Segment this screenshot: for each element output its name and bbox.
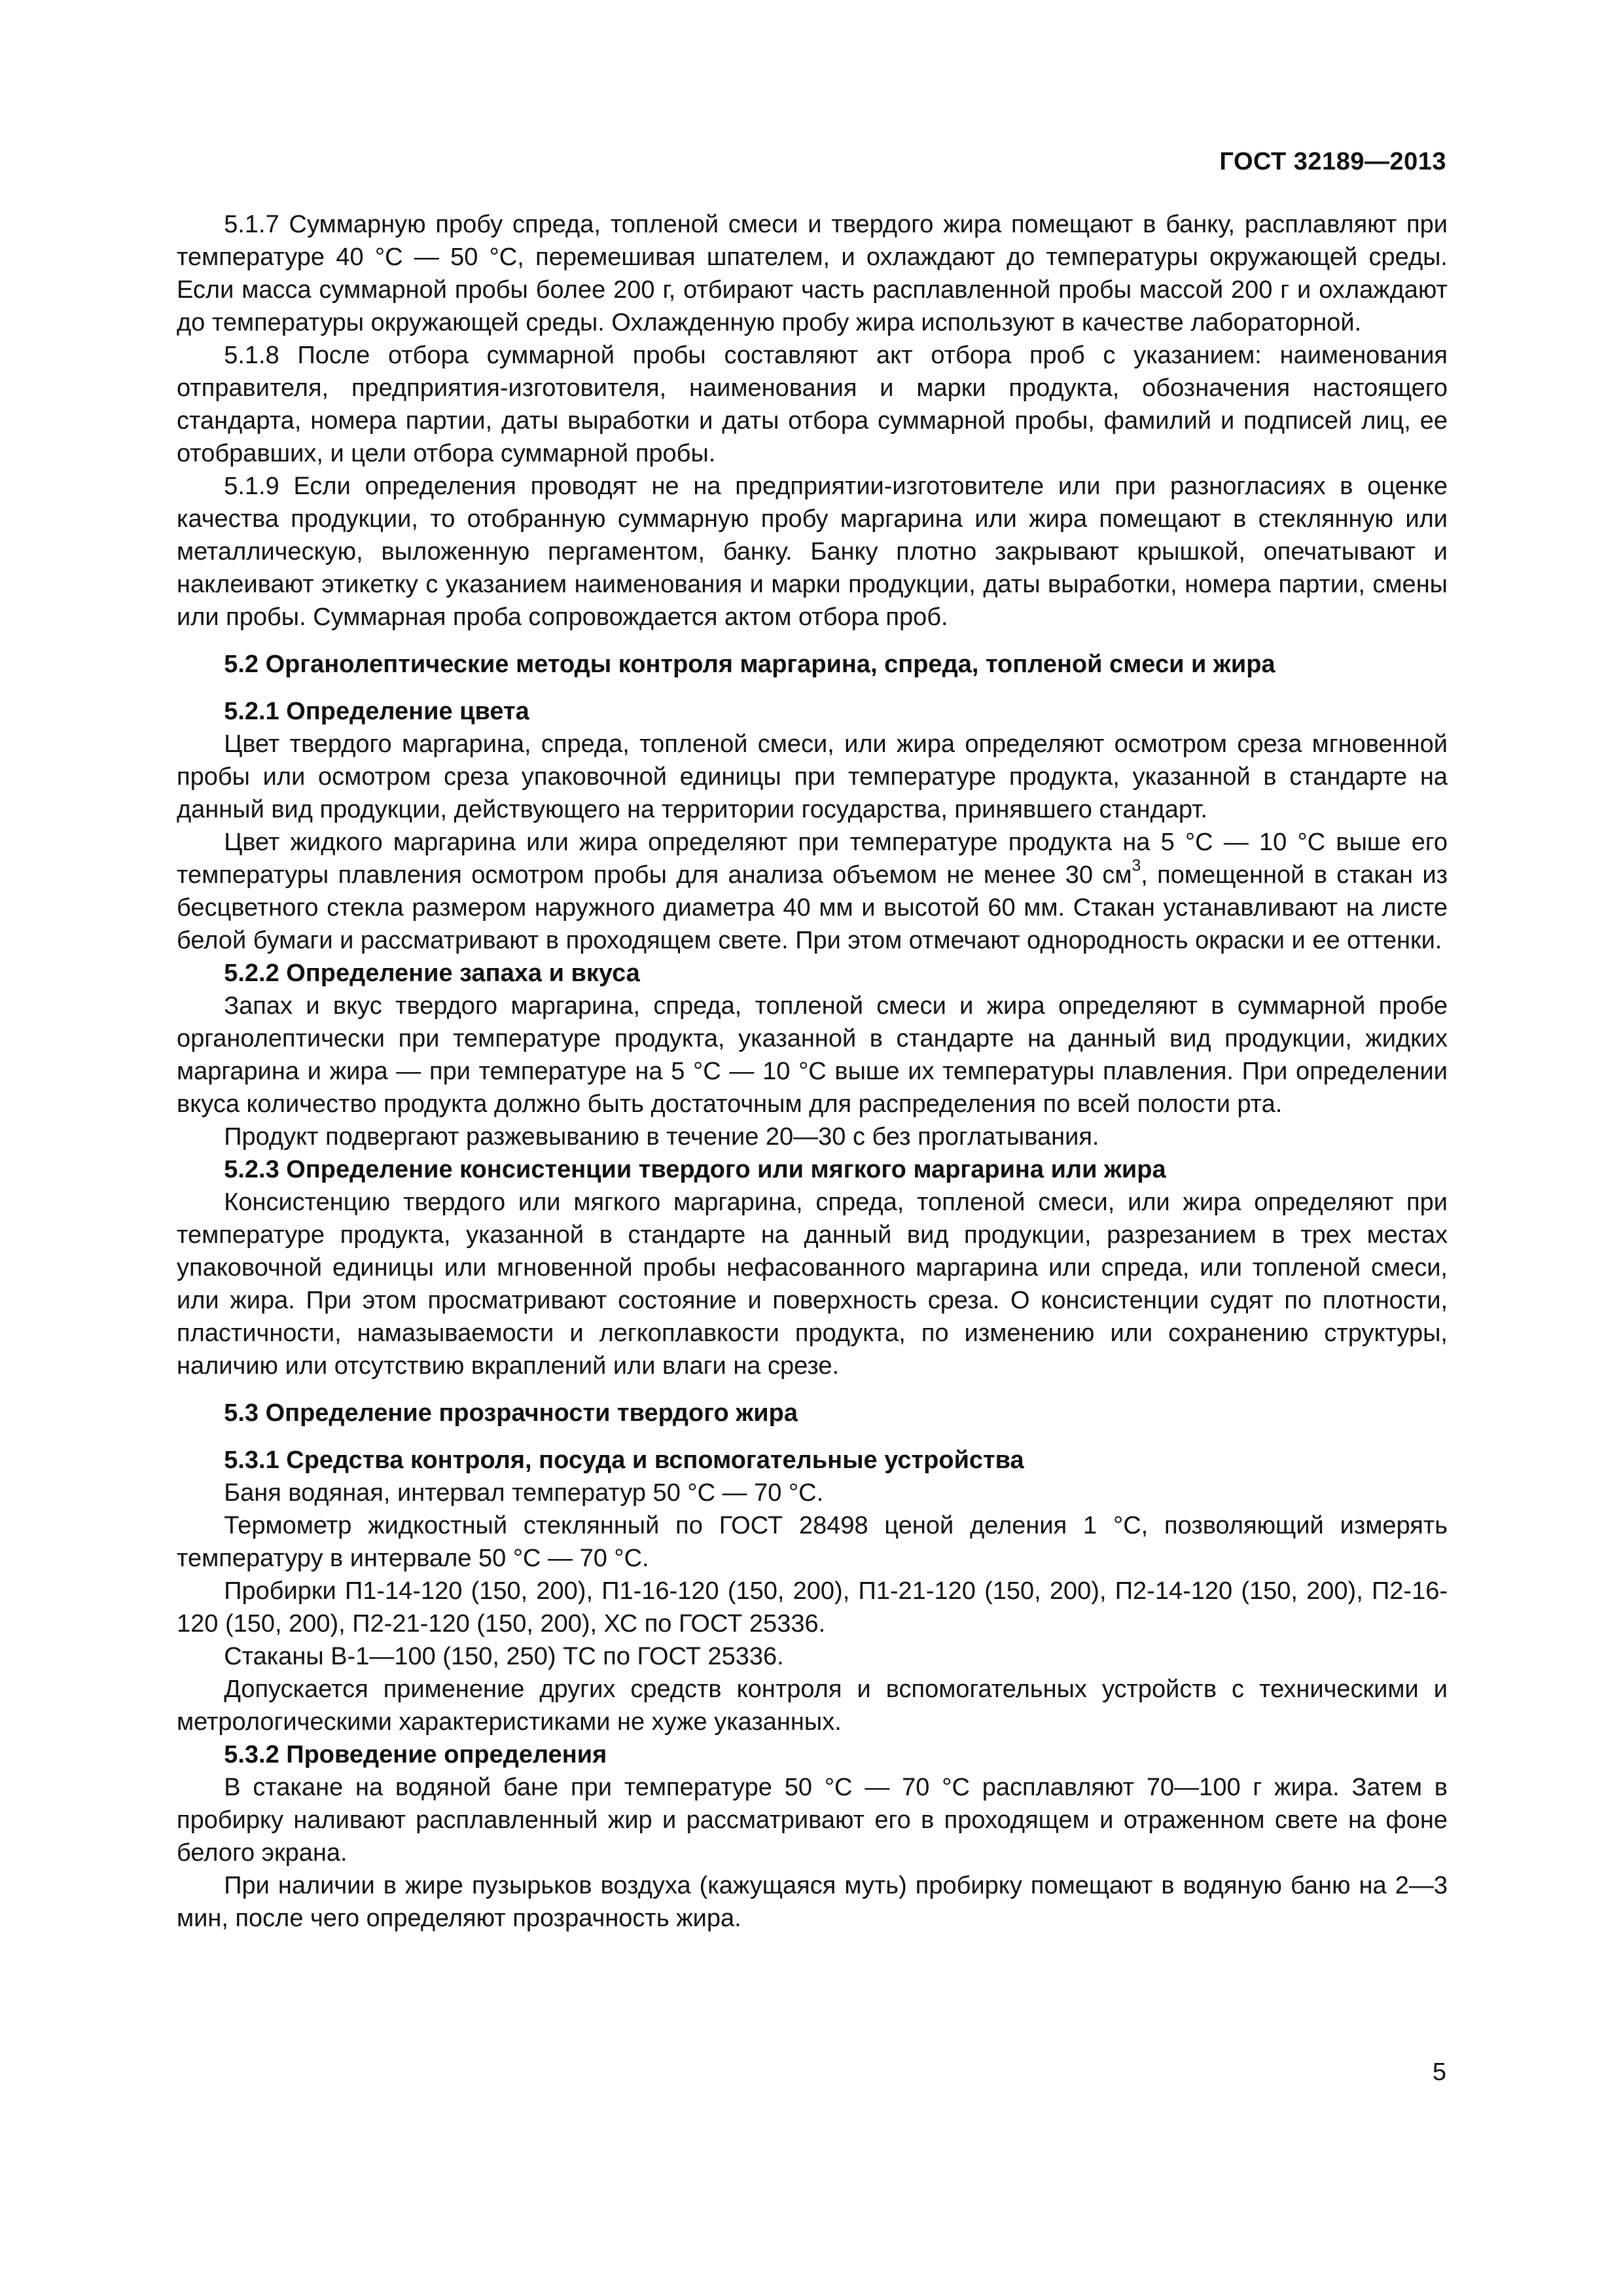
paragraph-5-3-2-procedure: В стакане на водяной бане при температуре 50 °С — 70 °С расплавляют 70—100 г жира. Затем в пробирку наливают расплавленный жир и рассматривают его в проходящем и отраженном свете на фоне белого экрана. [177,1774,1448,1867]
subsection-heading-5-2-3: 5.2.3 Определение консистенции твердого или мягкого маргарина или жира [224,1156,1166,1183]
clause-5-1-8: 5.1.8 После отбора суммарной пробы составляют акт отбора проб с указанием: наименования отправителя, предприятия-изготовителя, наименования и марки продукта, обозначения настоящего стандарта, номера партии, даты выработки и даты отбора суммарной пробы, фамилий и подписей лиц, ее отобравших, и цели отбора суммарной пробы. [177,342,1448,467]
paragraph-5-2-3: Консистенцию твердого или мягкого маргарина, спреда, топленой смеси, или жира определяют при температуре продукта, указанной в стандарте на данный вид продукции, разрезанием в трех местах упаковочной единицы или мгновенной пробы нефасованного маргарина или спреда, или топленой смеси, или жира. При этом просматривают состояние и поверхность среза. О консистенции судят по плотности, пластичности, намазываемости и легкоплавкости продукта, по изменению или сохранению структуры, наличию или отсутствию вкраплений или влаги на срезе. [177,1189,1448,1380]
paragraph-5-2-2-main: Запах и вкус твердого маргарина, спреда, топленой смеси и жира определяют в суммарной пробе органолептически при температуре продукта, указанной в стандарте на данный вид продукции, жидких маргарина и жира — при температуре на 5 °С — 10 °С выше их температуры плавления. При определении вкуса количество продукта должно быть достаточным для распределения по всей полости рта. [177,992,1448,1118]
paragraph-5-3-1-beakers: Стаканы В-1—100 (150, 250) ТС по ГОСТ 25336. [224,1643,784,1670]
page-number: 5 [1432,2058,1446,2086]
section-heading-5-3: 5.3 Определение прозрачности твердого жира [224,1399,798,1427]
subsection-heading-5-3-2: 5.3.2 Проведение определения [224,1741,607,1768]
document-header: ГОСТ 32189—2013 [1219,148,1446,175]
clause-5-1-7: 5.1.7 Суммарную пробу спреда, топленой смеси и твердого жира помещают в банку, расплавляют при температуре 40 °С — 50 °С, перемешивая шпателем, и охлаждают до температуры окружающей среды. Если масса суммарной пробы более 200 г, отбирают часть расплавленной пробы массой 200 г и охлаждают до температуры окружающей среды. Охлажденную пробу жира используют в качестве лабораторной. [177,211,1448,336]
paragraph-5-2-1-solid: Цвет твердого маргарина, спреда, топленой смеси, или жира определяют осмотром среза мгновенной пробы или осмотром среза упаковочной единицы при температуре продукта, указанной в стандарте на данный вид продукции, действующего на территории государства, принявшего стандарт. [177,730,1448,823]
paragraph-5-3-2-bubbles: При наличии в жире пузырьков воздуха (кажущаяся муть) пробирку помещают в водяную баню на 2—3 мин, после чего определяют прозрачность жира. [177,1872,1448,1932]
paragraph-5-3-1-thermometer: Термометр жидкостный стеклянный по ГОСТ 28498 ценой деления 1 °С, позволяющий измерять температуру в интервале 50 °С — 70 °С. [177,1512,1448,1572]
paragraph-5-2-2-chewing: Продукт подвергают разжевыванию в течение 20—30 с без проглатывания. [224,1123,1099,1151]
paragraph-5-2-1-liquid [177,826,1448,957]
document-body [177,208,1448,1935]
clause-5-1-9: 5.1.9 Если определения проводят не на предприятии-изготовителе или при разногласиях в оценке качества продукции, то отобранную суммарную пробу маргарина или жира помещают в стеклянную или металлическую, выложенную пергаментом, банку. Банку плотно закрывают крышкой, опечатывают и наклеивают этикетку с указанием наименования и марки продукции, даты выработки, номера партии, смены или пробы. Суммарная проба сопровождается актом отбора проб. [177,473,1448,631]
paragraph-5-2-1-liquid-part1: Цвет жидкого маргарина или жира определяют при температуре продукта на 5 °С — 10 °С выше его температуры плавления осмотром пробы для анализа объемом не менее 30 см [177,829,1448,889]
paragraph-5-2-1-liquid-part2: , помещенной в стакан из бесцветного стекла размером наружного диаметра 40 мм и высотой 60 мм. Стакан устанавливают на листе белой бумаги и рассматривают в проходящем свете. При этом отмечают однородность окраски и ее оттенки. [177,861,1448,954]
section-heading-5-2: 5.2 Органолептические методы контроля маргарина, спреда, топленой смеси и жира [224,651,1275,678]
paragraph-5-3-1-bath: Баня водяная, интервал температур 50 °С — 70 °С. [224,1479,824,1507]
paragraph-5-3-1-alternatives: Допускается применение других средств контроля и вспомогательных устройств с техническими и метрологическими характеристиками не хуже указанных. [177,1676,1448,1736]
subsection-heading-5-2-2: 5.2.2 Определение запаха и вкуса [224,960,640,987]
subsection-heading-5-3-1: 5.3.1 Средства контроля, посуда и вспомогательные устройства [224,1446,1024,1474]
paragraph-5-3-1-tubes: Пробирки П1-14-120 (150, 200), П1-16-120 (150, 200), П1-21-120 (150, 200), П2-14-120 (150, 200), П2-16-120 (150, 200), П2-21-120 (150, 200), ХС по ГОСТ 25336. [177,1577,1448,1638]
cubic-superscript: 3 [1132,857,1141,875]
subsection-heading-5-2-1: 5.2.1 Определение цвета [224,698,529,725]
